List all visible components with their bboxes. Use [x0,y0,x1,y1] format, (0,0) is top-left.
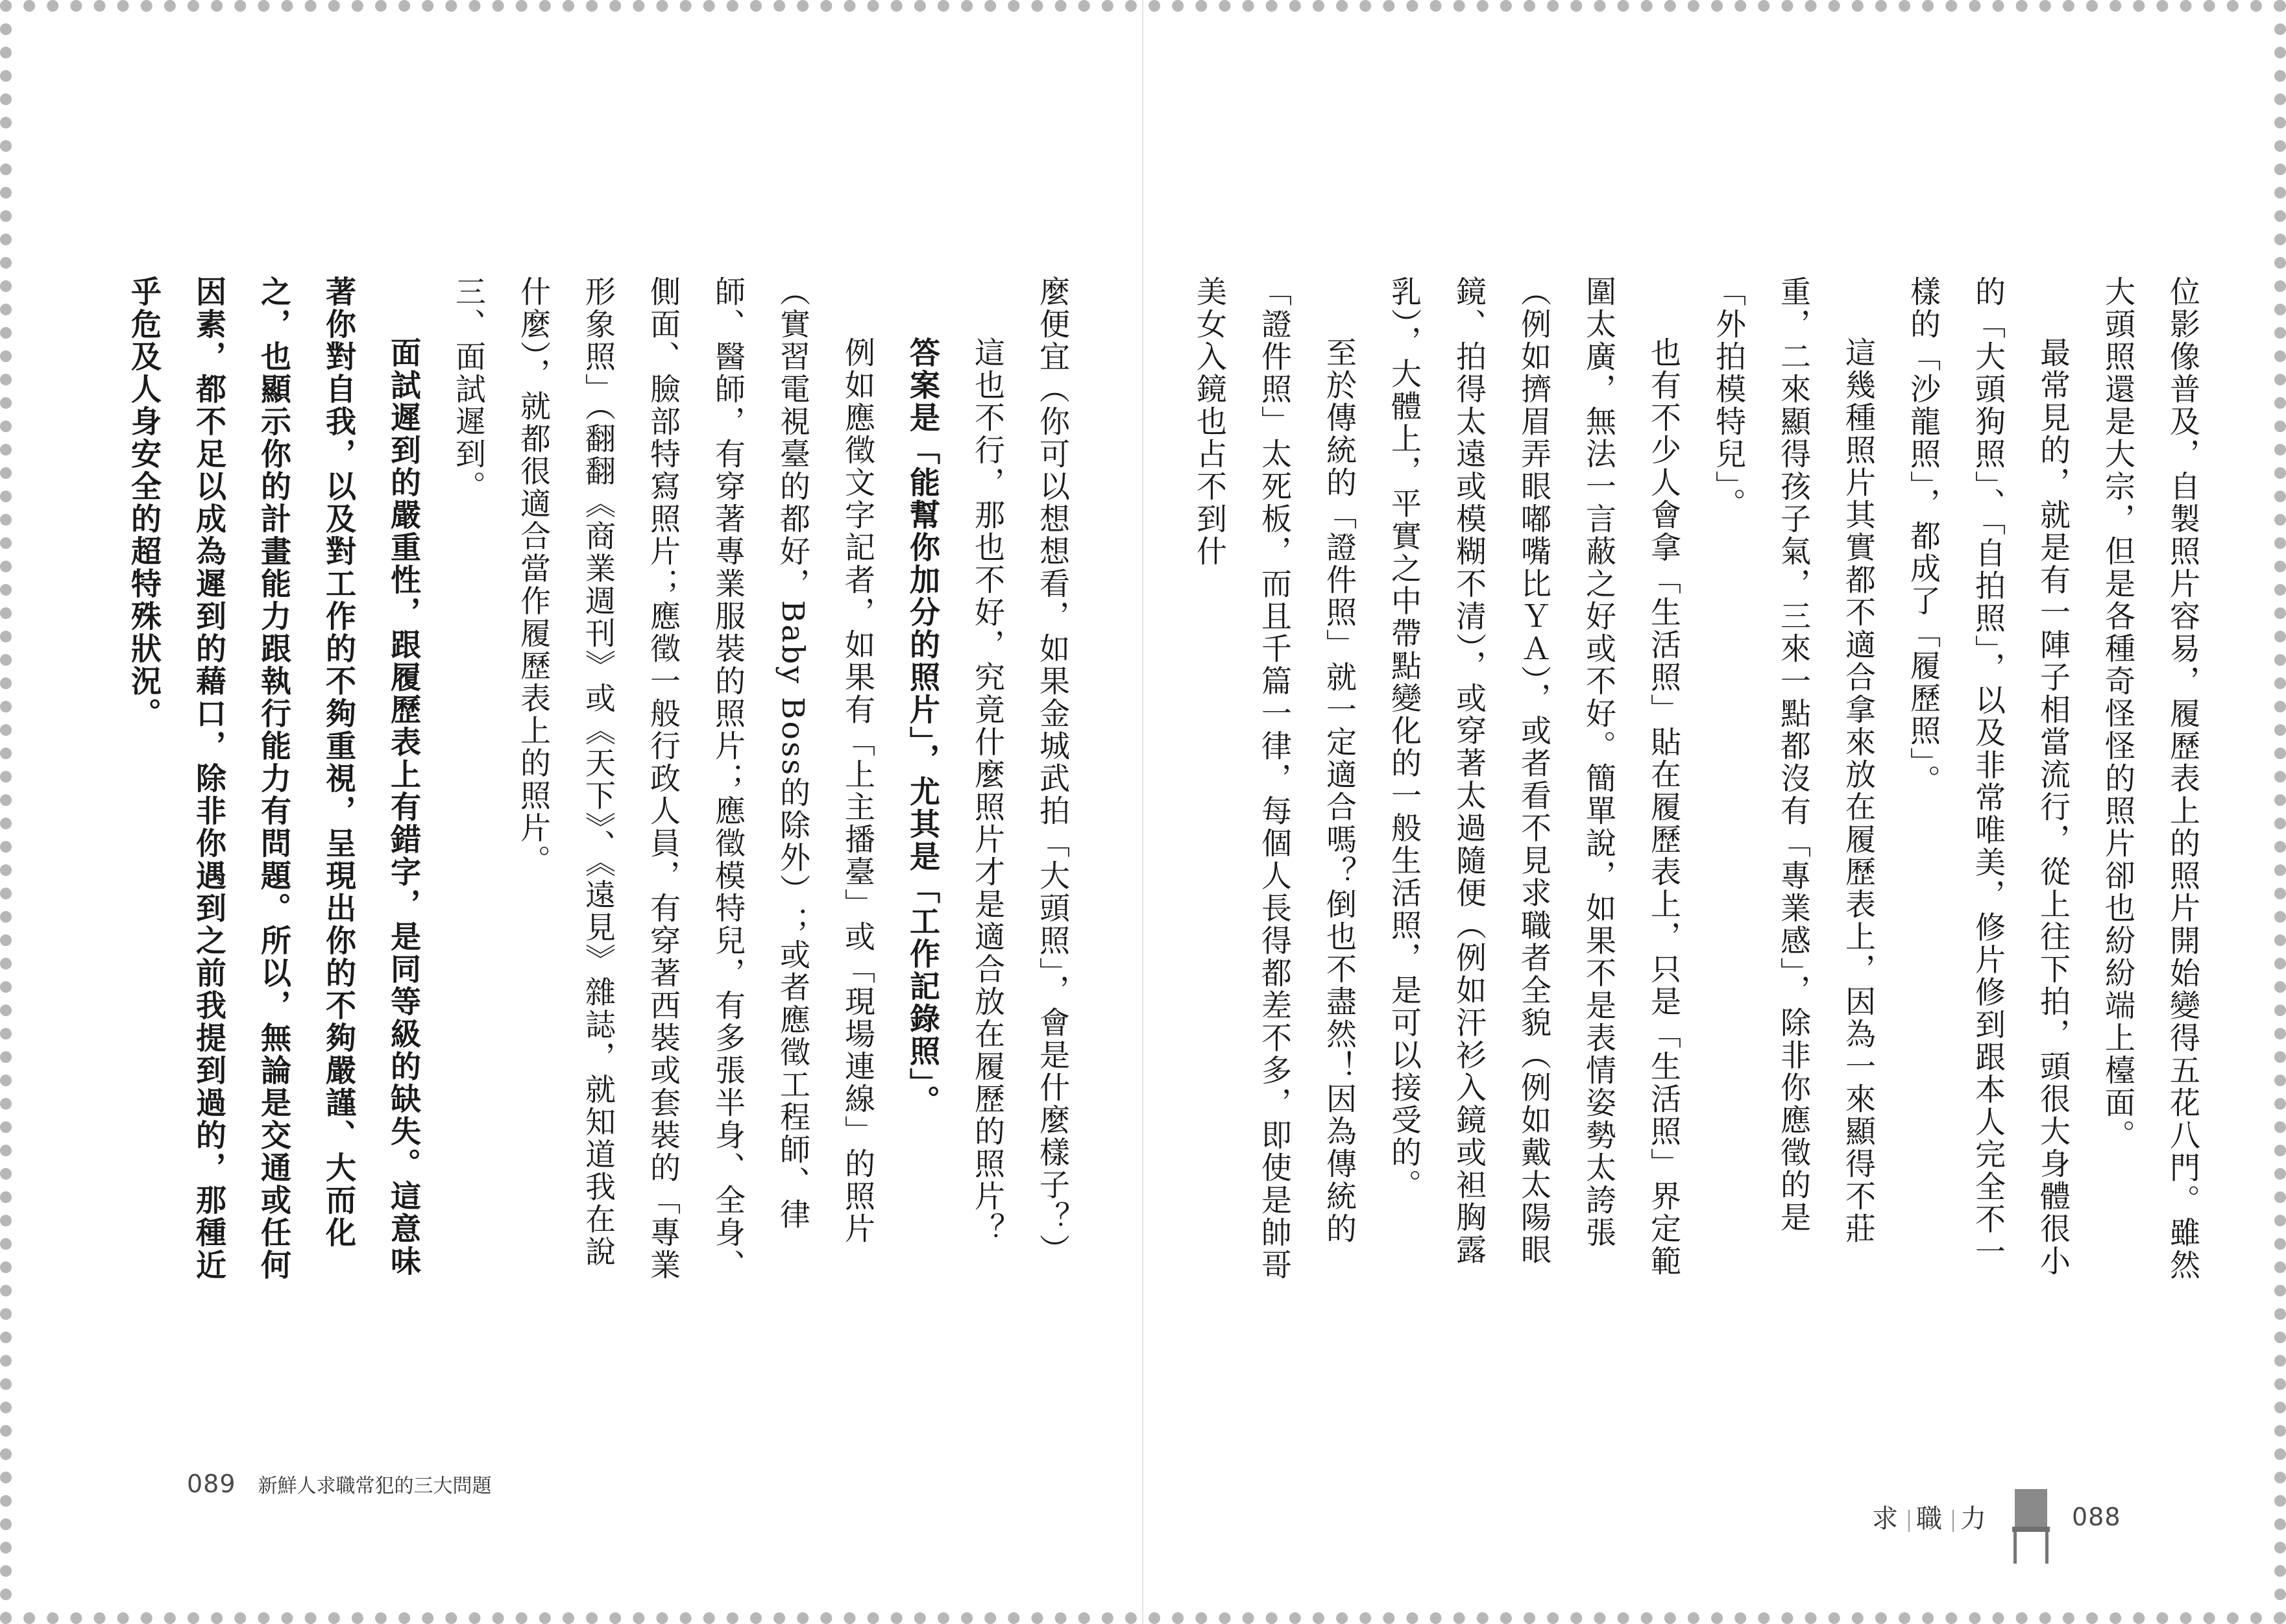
left-footer [187,1470,492,1498]
left-page-body [126,276,1084,1288]
chapter-title: 新鮮人求職常犯的三大問題 [258,1475,492,1497]
page-number: 089 [187,1470,236,1498]
paragraph: 面試遲到的嚴重性，跟履歷表上有錯字，是同等級的缺失。這意味著你對自我，以及對工作的不夠重視，呈現出你的不夠嚴謹、大而化之，也顯示你的計畫能力跟執行能力有問題。所以，無論是交通或任何因素，都不足以成為遲到的藉口，除非你遇到之前我提到過的，那種近乎危及人身安全的超特殊狀況。 [126,276,421,1281]
paragraph: 最常見的，就是有一陣子相當流行，從上往下拍，頭很大身體很小的「大頭狗照」、「自拍照」，以及非常唯美，修片修到跟本人完全不一樣的「沙龍照」，都成了「履歷照」。 [1905,276,2071,1278]
paragraph: 至於傳統的「證件照」就一定適合嗎？倒也不盡然！因為傳統的「證件照」太死板，而且千篇一律，每個人長得都差不多，即使是帥哥美女入鏡也占不到什 [1191,276,1357,1281]
right-page [1143,0,2286,1624]
paragraph: 麼便宜（你可以想想看，如果金城武拍「大頭照」，會是什麼樣子？） [1034,276,1070,1266]
book-title-char: 求 [1872,1504,1902,1534]
right-page-body [1191,276,2215,1288]
paragraph: 這幾種照片其實都不適合拿來放在履歷表上，因為一來顯得不莊重，二來顯得孩子氣，三來一點都沒有「專業感」，除非你應徵的是「外拍模特兒」。 [1710,276,1876,1245]
right-footer [1872,1470,2121,1564]
book-title-char: 力 [1960,1504,1990,1534]
page-number: 088 [2072,1502,2121,1531]
book-title-char: 職 [1916,1504,1946,1534]
chair-icon [2010,1489,2052,1564]
paragraph: 例如應徵文字記者，如果有「上主播臺」或「現場連線」的照片（實習電視臺的都好，Baby Boss的除外）；或者應徵工程師、律師、醫師，有穿著專業服裝的照片；應徵模特兒，有多張半身、全身、側面、臉部特寫照片；應徵一般行政人員，有穿著西裝或套裝的「專業形象照」（翻翻《商業週刊》或《天下》、《遠見》雜誌，就知道我在說什麼），就都很適合當作履歷表上的照片。 [515,276,875,1281]
paragraph: 位影像普及，自製照片容易，履歷表上的照片開始變得五花八門。雖然大頭照還是大宗，但是各種奇怪怪的照片卻也紛紛端上檯面。 [2100,276,2200,1281]
section-heading: 三、面試遲到。 [450,276,486,503]
paragraph: 答案是「能幫你加分的照片」，尤其是「工作記錄照」。 [905,337,940,1117]
book-title [1872,1498,1990,1535]
paragraph: 也有不少人會拿「生活照」貼在履歷表上，只是「生活照」界定範圍太廣，無法一言蔽之好或不好。簡單說，如果不是表情姿勢太誇張（例如擠眉弄眼嘟嘴比ＹＡ），或者看不見求職者全貌（例如戴太陽眼鏡、拍得太遠或模糊不清），或穿著太過隨便（例如汗衫入鏡或袒胸露乳），大體上，平實之中帶點變化的一般生活照，是可以接受的。 [1386,276,1681,1278]
paragraph: 這也不行，那也不好，究竟什麼照片才是適合放在履歷的照片？ [969,337,1005,1245]
